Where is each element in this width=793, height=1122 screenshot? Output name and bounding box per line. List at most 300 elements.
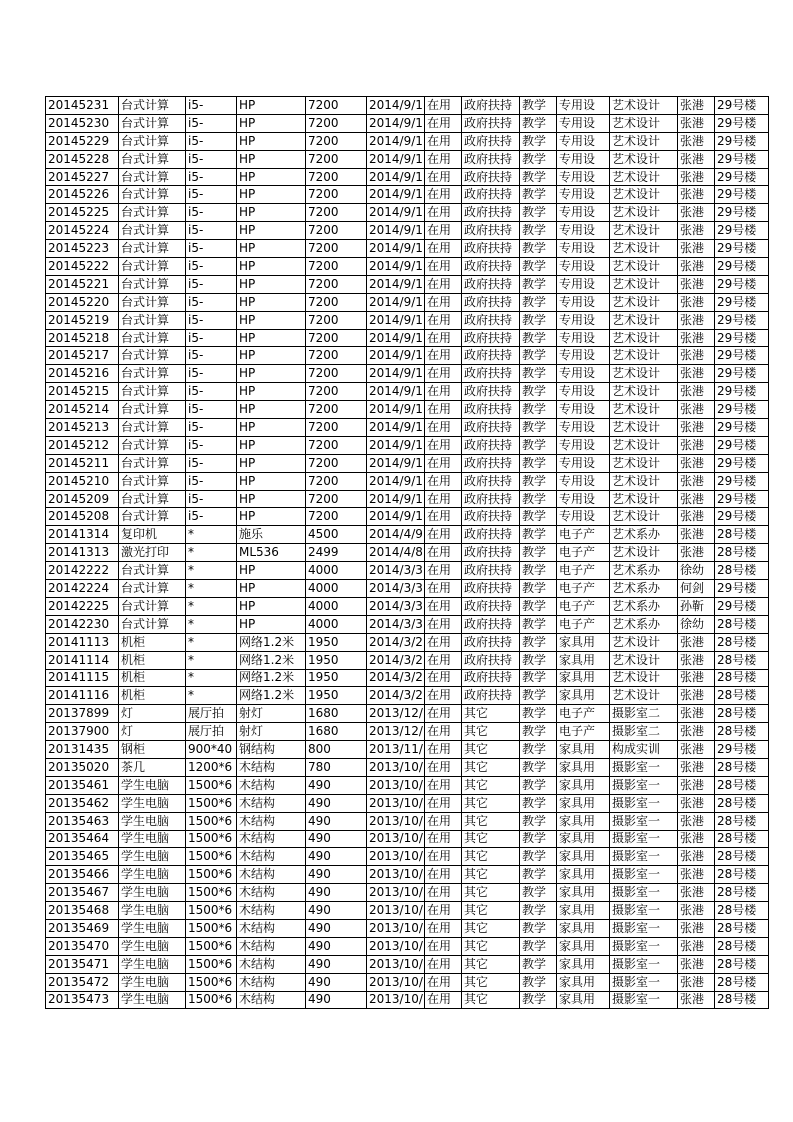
usage-cell: 教学 xyxy=(520,615,557,633)
price-cell: 7200 xyxy=(306,150,367,168)
funding-source-cell: 政府扶持 xyxy=(462,240,520,258)
model-cell: HP xyxy=(237,258,306,276)
asset-name-cell: 机柜 xyxy=(119,687,186,705)
table-row xyxy=(46,454,769,472)
category-cell: 电子产 xyxy=(557,526,610,544)
model-cell: HP xyxy=(237,329,306,347)
spec-cell: i5- xyxy=(186,347,237,365)
custodian-cell: 孙靳 xyxy=(678,597,715,615)
asset-name-cell: 机柜 xyxy=(119,669,186,687)
location-cell: 28号楼 xyxy=(715,955,769,973)
location-cell: 28号楼 xyxy=(715,705,769,723)
usage-cell: 教学 xyxy=(520,275,557,293)
asset-id-cell: 20145213 xyxy=(46,419,119,437)
model-cell: 木结构 xyxy=(237,794,306,812)
asset-id-cell: 20135465 xyxy=(46,848,119,866)
asset-id-cell: 20141115 xyxy=(46,669,119,687)
status-cell: 在用 xyxy=(425,955,462,973)
purchase-date-cell: 2013/10/ xyxy=(367,758,425,776)
category-cell: 专用设 xyxy=(557,150,610,168)
funding-source-cell: 政府扶持 xyxy=(462,490,520,508)
status-cell: 在用 xyxy=(425,741,462,759)
usage-cell: 教学 xyxy=(520,741,557,759)
model-cell: HP xyxy=(237,454,306,472)
model-cell: 施乐 xyxy=(237,526,306,544)
category-cell: 家具用 xyxy=(557,830,610,848)
department-cell: 摄影室一 xyxy=(610,973,678,991)
table-row xyxy=(46,275,769,293)
funding-source-cell: 政府扶持 xyxy=(462,132,520,150)
department-cell: 艺术设计 xyxy=(610,311,678,329)
asset-id-cell: 20145219 xyxy=(46,311,119,329)
location-cell: 28号楼 xyxy=(715,651,769,669)
model-cell: ML536 xyxy=(237,544,306,562)
custodian-cell: 张港 xyxy=(678,204,715,222)
purchase-date-cell: 2013/10/ xyxy=(367,991,425,1009)
spec-cell: * xyxy=(186,633,237,651)
purchase-date-cell: 2014/3/2 xyxy=(367,687,425,705)
table-row xyxy=(46,955,769,973)
spec-cell: * xyxy=(186,562,237,580)
usage-cell: 教学 xyxy=(520,258,557,276)
category-cell: 专用设 xyxy=(557,240,610,258)
status-cell: 在用 xyxy=(425,669,462,687)
funding-source-cell: 政府扶持 xyxy=(462,365,520,383)
department-cell: 摄影室一 xyxy=(610,902,678,920)
status-cell: 在用 xyxy=(425,615,462,633)
spec-cell: i5- xyxy=(186,311,237,329)
status-cell: 在用 xyxy=(425,973,462,991)
asset-name-cell: 台式计算 xyxy=(119,580,186,598)
asset-id-cell: 20145209 xyxy=(46,490,119,508)
custodian-cell: 张港 xyxy=(678,293,715,311)
purchase-date-cell: 2014/3/3 xyxy=(367,615,425,633)
status-cell: 在用 xyxy=(425,705,462,723)
asset-id-cell: 20145220 xyxy=(46,293,119,311)
asset-id-cell: 20141314 xyxy=(46,526,119,544)
asset-id-cell: 20137900 xyxy=(46,723,119,741)
table-row xyxy=(46,383,769,401)
price-cell: 7200 xyxy=(306,401,367,419)
model-cell: HP xyxy=(237,490,306,508)
category-cell: 专用设 xyxy=(557,222,610,240)
asset-id-cell: 20135463 xyxy=(46,812,119,830)
funding-source-cell: 其它 xyxy=(462,830,520,848)
asset-name-cell: 台式计算 xyxy=(119,508,186,526)
model-cell: HP xyxy=(237,347,306,365)
price-cell: 2499 xyxy=(306,544,367,562)
department-cell: 艺术设计 xyxy=(610,293,678,311)
department-cell: 艺术设计 xyxy=(610,383,678,401)
spec-cell: 900*40 xyxy=(186,741,237,759)
asset-name-cell: 学生电脑 xyxy=(119,866,186,884)
asset-name-cell: 学生电脑 xyxy=(119,919,186,937)
asset-id-cell: 20142230 xyxy=(46,615,119,633)
asset-name-cell: 台式计算 xyxy=(119,597,186,615)
spec-cell: i5- xyxy=(186,114,237,132)
custodian-cell: 张港 xyxy=(678,383,715,401)
price-cell: 7200 xyxy=(306,168,367,186)
asset-id-cell: 20145225 xyxy=(46,204,119,222)
funding-source-cell: 政府扶持 xyxy=(462,222,520,240)
custodian-cell: 张港 xyxy=(678,275,715,293)
category-cell: 家具用 xyxy=(557,848,610,866)
purchase-date-cell: 2013/10/ xyxy=(367,830,425,848)
asset-id-cell: 20145223 xyxy=(46,240,119,258)
asset-name-cell: 学生电脑 xyxy=(119,991,186,1009)
spec-cell: 1500*6 xyxy=(186,902,237,920)
department-cell: 艺术设计 xyxy=(610,472,678,490)
funding-source-cell: 其它 xyxy=(462,991,520,1009)
location-cell: 29号楼 xyxy=(715,454,769,472)
purchase-date-cell: 2014/3/2 xyxy=(367,669,425,687)
category-cell: 专用设 xyxy=(557,508,610,526)
category-cell: 电子产 xyxy=(557,705,610,723)
department-cell: 艺术设计 xyxy=(610,669,678,687)
table-row xyxy=(46,687,769,705)
table-row xyxy=(46,794,769,812)
status-cell: 在用 xyxy=(425,937,462,955)
department-cell: 艺术设计 xyxy=(610,258,678,276)
table-row xyxy=(46,991,769,1009)
department-cell: 摄影室一 xyxy=(610,812,678,830)
usage-cell: 教学 xyxy=(520,973,557,991)
spec-cell: i5- xyxy=(186,419,237,437)
custodian-cell: 张港 xyxy=(678,168,715,186)
table-row xyxy=(46,240,769,258)
category-cell: 家具用 xyxy=(557,902,610,920)
asset-id-cell: 20135461 xyxy=(46,776,119,794)
custodian-cell: 张港 xyxy=(678,186,715,204)
category-cell: 专用设 xyxy=(557,97,610,115)
custodian-cell: 张港 xyxy=(678,311,715,329)
funding-source-cell: 政府扶持 xyxy=(462,186,520,204)
funding-source-cell: 政府扶持 xyxy=(462,329,520,347)
status-cell: 在用 xyxy=(425,580,462,598)
category-cell: 专用设 xyxy=(557,311,610,329)
category-cell: 电子产 xyxy=(557,580,610,598)
purchase-date-cell: 2013/10/ xyxy=(367,902,425,920)
asset-name-cell: 学生电脑 xyxy=(119,848,186,866)
status-cell: 在用 xyxy=(425,293,462,311)
status-cell: 在用 xyxy=(425,776,462,794)
category-cell: 专用设 xyxy=(557,401,610,419)
asset-id-cell: 20137899 xyxy=(46,705,119,723)
spec-cell: * xyxy=(186,615,237,633)
asset-table-body xyxy=(46,97,769,1009)
asset-id-cell: 20141116 xyxy=(46,687,119,705)
category-cell: 专用设 xyxy=(557,365,610,383)
model-cell: 射灯 xyxy=(237,705,306,723)
category-cell: 家具用 xyxy=(557,741,610,759)
custodian-cell: 张港 xyxy=(678,508,715,526)
asset-name-cell: 台式计算 xyxy=(119,311,186,329)
purchase-date-cell: 2014/9/1 xyxy=(367,383,425,401)
usage-cell: 教学 xyxy=(520,723,557,741)
location-cell: 29号楼 xyxy=(715,311,769,329)
custodian-cell: 张港 xyxy=(678,723,715,741)
custodian-cell: 张港 xyxy=(678,955,715,973)
category-cell: 家具用 xyxy=(557,973,610,991)
price-cell: 490 xyxy=(306,830,367,848)
funding-source-cell: 其它 xyxy=(462,741,520,759)
funding-source-cell: 其它 xyxy=(462,848,520,866)
category-cell: 家具用 xyxy=(557,651,610,669)
asset-id-cell: 20131435 xyxy=(46,741,119,759)
funding-source-cell: 其它 xyxy=(462,776,520,794)
purchase-date-cell: 2014/9/1 xyxy=(367,419,425,437)
price-cell: 7200 xyxy=(306,186,367,204)
price-cell: 7200 xyxy=(306,293,367,311)
status-cell: 在用 xyxy=(425,919,462,937)
spec-cell: i5- xyxy=(186,508,237,526)
usage-cell: 教学 xyxy=(520,580,557,598)
custodian-cell: 张港 xyxy=(678,97,715,115)
asset-name-cell: 学生电脑 xyxy=(119,973,186,991)
category-cell: 家具用 xyxy=(557,991,610,1009)
status-cell: 在用 xyxy=(425,347,462,365)
asset-name-cell: 台式计算 xyxy=(119,615,186,633)
custodian-cell: 张港 xyxy=(678,419,715,437)
price-cell: 800 xyxy=(306,741,367,759)
funding-source-cell: 政府扶持 xyxy=(462,97,520,115)
location-cell: 28号楼 xyxy=(715,687,769,705)
location-cell: 29号楼 xyxy=(715,436,769,454)
location-cell: 29号楼 xyxy=(715,240,769,258)
status-cell: 在用 xyxy=(425,812,462,830)
status-cell: 在用 xyxy=(425,275,462,293)
spec-cell: i5- xyxy=(186,258,237,276)
spec-cell: i5- xyxy=(186,240,237,258)
asset-id-cell: 20135464 xyxy=(46,830,119,848)
status-cell: 在用 xyxy=(425,472,462,490)
category-cell: 专用设 xyxy=(557,490,610,508)
location-cell: 29号楼 xyxy=(715,293,769,311)
location-cell: 29号楼 xyxy=(715,222,769,240)
custodian-cell: 张港 xyxy=(678,633,715,651)
model-cell: 木结构 xyxy=(237,902,306,920)
spec-cell: 展厅拍 xyxy=(186,723,237,741)
spec-cell: i5- xyxy=(186,132,237,150)
department-cell: 艺术设计 xyxy=(610,365,678,383)
funding-source-cell: 其它 xyxy=(462,884,520,902)
asset-id-cell: 20145215 xyxy=(46,383,119,401)
funding-source-cell: 政府扶持 xyxy=(462,436,520,454)
asset-id-cell: 20135471 xyxy=(46,955,119,973)
usage-cell: 教学 xyxy=(520,794,557,812)
table-row xyxy=(46,401,769,419)
asset-name-cell: 台式计算 xyxy=(119,240,186,258)
table-row xyxy=(46,329,769,347)
department-cell: 摄影室一 xyxy=(610,991,678,1009)
usage-cell: 教学 xyxy=(520,472,557,490)
price-cell: 7200 xyxy=(306,490,367,508)
asset-id-cell: 20135467 xyxy=(46,884,119,902)
asset-name-cell: 学生电脑 xyxy=(119,830,186,848)
asset-name-cell: 台式计算 xyxy=(119,347,186,365)
price-cell: 7200 xyxy=(306,114,367,132)
status-cell: 在用 xyxy=(425,419,462,437)
table-row xyxy=(46,168,769,186)
status-cell: 在用 xyxy=(425,132,462,150)
status-cell: 在用 xyxy=(425,884,462,902)
asset-name-cell: 学生电脑 xyxy=(119,812,186,830)
category-cell: 家具用 xyxy=(557,669,610,687)
custodian-cell: 徐幼 xyxy=(678,562,715,580)
status-cell: 在用 xyxy=(425,758,462,776)
location-cell: 29号楼 xyxy=(715,329,769,347)
asset-name-cell: 灯 xyxy=(119,705,186,723)
usage-cell: 教学 xyxy=(520,902,557,920)
custodian-cell: 张港 xyxy=(678,973,715,991)
location-cell: 29号楼 xyxy=(715,275,769,293)
model-cell: HP xyxy=(237,508,306,526)
funding-source-cell: 政府扶持 xyxy=(462,687,520,705)
department-cell: 艺术设计 xyxy=(610,651,678,669)
price-cell: 4000 xyxy=(306,597,367,615)
model-cell: HP xyxy=(237,311,306,329)
asset-id-cell: 20145226 xyxy=(46,186,119,204)
asset-name-cell: 台式计算 xyxy=(119,186,186,204)
table-row xyxy=(46,311,769,329)
category-cell: 家具用 xyxy=(557,633,610,651)
table-row xyxy=(46,669,769,687)
location-cell: 29号楼 xyxy=(715,401,769,419)
purchase-date-cell: 2013/10/ xyxy=(367,866,425,884)
asset-name-cell: 台式计算 xyxy=(119,365,186,383)
purchase-date-cell: 2013/10/ xyxy=(367,776,425,794)
model-cell: 木结构 xyxy=(237,991,306,1009)
location-cell: 28号楼 xyxy=(715,633,769,651)
usage-cell: 教学 xyxy=(520,186,557,204)
funding-source-cell: 政府扶持 xyxy=(462,258,520,276)
funding-source-cell: 政府扶持 xyxy=(462,669,520,687)
spec-cell: * xyxy=(186,651,237,669)
custodian-cell: 张港 xyxy=(678,991,715,1009)
department-cell: 摄影室一 xyxy=(610,955,678,973)
asset-name-cell: 激光打印 xyxy=(119,544,186,562)
purchase-date-cell: 2014/9/1 xyxy=(367,150,425,168)
custodian-cell: 张港 xyxy=(678,669,715,687)
usage-cell: 教学 xyxy=(520,150,557,168)
table-row xyxy=(46,884,769,902)
spec-cell: 1500*6 xyxy=(186,812,237,830)
purchase-date-cell: 2013/10/ xyxy=(367,812,425,830)
purchase-date-cell: 2014/9/1 xyxy=(367,508,425,526)
asset-id-cell: 20135468 xyxy=(46,902,119,920)
spec-cell: i5- xyxy=(186,329,237,347)
usage-cell: 教学 xyxy=(520,132,557,150)
custodian-cell: 张港 xyxy=(678,544,715,562)
asset-table xyxy=(45,96,769,1009)
funding-source-cell: 其它 xyxy=(462,973,520,991)
asset-id-cell: 20145221 xyxy=(46,275,119,293)
spec-cell: i5- xyxy=(186,293,237,311)
status-cell: 在用 xyxy=(425,150,462,168)
asset-name-cell: 台式计算 xyxy=(119,275,186,293)
usage-cell: 教学 xyxy=(520,758,557,776)
table-row xyxy=(46,580,769,598)
location-cell: 29号楼 xyxy=(715,347,769,365)
location-cell: 29号楼 xyxy=(715,365,769,383)
funding-source-cell: 政府扶持 xyxy=(462,168,520,186)
table-row xyxy=(46,615,769,633)
spec-cell: 1200*6 xyxy=(186,758,237,776)
department-cell: 摄影室一 xyxy=(610,830,678,848)
status-cell: 在用 xyxy=(425,168,462,186)
asset-name-cell: 茶几 xyxy=(119,758,186,776)
asset-id-cell: 20145212 xyxy=(46,436,119,454)
category-cell: 家具用 xyxy=(557,919,610,937)
purchase-date-cell: 2013/10/ xyxy=(367,973,425,991)
asset-name-cell: 学生电脑 xyxy=(119,776,186,794)
purchase-date-cell: 2014/3/2 xyxy=(367,633,425,651)
usage-cell: 教学 xyxy=(520,597,557,615)
custodian-cell: 张港 xyxy=(678,401,715,419)
usage-cell: 教学 xyxy=(520,508,557,526)
table-row xyxy=(46,633,769,651)
purchase-date-cell: 2014/3/3 xyxy=(367,597,425,615)
category-cell: 专用设 xyxy=(557,329,610,347)
model-cell: HP xyxy=(237,97,306,115)
asset-id-cell: 20145218 xyxy=(46,329,119,347)
usage-cell: 教学 xyxy=(520,347,557,365)
funding-source-cell: 政府扶持 xyxy=(462,311,520,329)
location-cell: 29号楼 xyxy=(715,472,769,490)
department-cell: 艺术设计 xyxy=(610,633,678,651)
asset-name-cell: 台式计算 xyxy=(119,150,186,168)
status-cell: 在用 xyxy=(425,544,462,562)
usage-cell: 教学 xyxy=(520,848,557,866)
table-row xyxy=(46,776,769,794)
asset-id-cell: 20135472 xyxy=(46,973,119,991)
spec-cell: i5- xyxy=(186,222,237,240)
department-cell: 艺术系办 xyxy=(610,580,678,598)
model-cell: 网络1.2米 xyxy=(237,633,306,651)
funding-source-cell: 政府扶持 xyxy=(462,150,520,168)
location-cell: 28号楼 xyxy=(715,973,769,991)
usage-cell: 教学 xyxy=(520,490,557,508)
price-cell: 7200 xyxy=(306,383,367,401)
asset-name-cell: 台式计算 xyxy=(119,490,186,508)
model-cell: 木结构 xyxy=(237,812,306,830)
model-cell: 木结构 xyxy=(237,884,306,902)
funding-source-cell: 其它 xyxy=(462,723,520,741)
spec-cell: 1500*6 xyxy=(186,866,237,884)
usage-cell: 教学 xyxy=(520,669,557,687)
custodian-cell: 张港 xyxy=(678,329,715,347)
department-cell: 艺术系办 xyxy=(610,562,678,580)
usage-cell: 教学 xyxy=(520,240,557,258)
price-cell: 7200 xyxy=(306,436,367,454)
asset-id-cell: 20142225 xyxy=(46,597,119,615)
table-row xyxy=(46,597,769,615)
funding-source-cell: 政府扶持 xyxy=(462,401,520,419)
category-cell: 专用设 xyxy=(557,114,610,132)
model-cell: HP xyxy=(237,240,306,258)
purchase-date-cell: 2013/11/ xyxy=(367,741,425,759)
category-cell: 家具用 xyxy=(557,812,610,830)
spec-cell: 1500*6 xyxy=(186,776,237,794)
custodian-cell: 张港 xyxy=(678,758,715,776)
price-cell: 490 xyxy=(306,884,367,902)
usage-cell: 教学 xyxy=(520,866,557,884)
spec-cell: i5- xyxy=(186,150,237,168)
status-cell: 在用 xyxy=(425,240,462,258)
asset-name-cell: 机柜 xyxy=(119,651,186,669)
department-cell: 艺术设计 xyxy=(610,490,678,508)
purchase-date-cell: 2014/9/1 xyxy=(367,204,425,222)
